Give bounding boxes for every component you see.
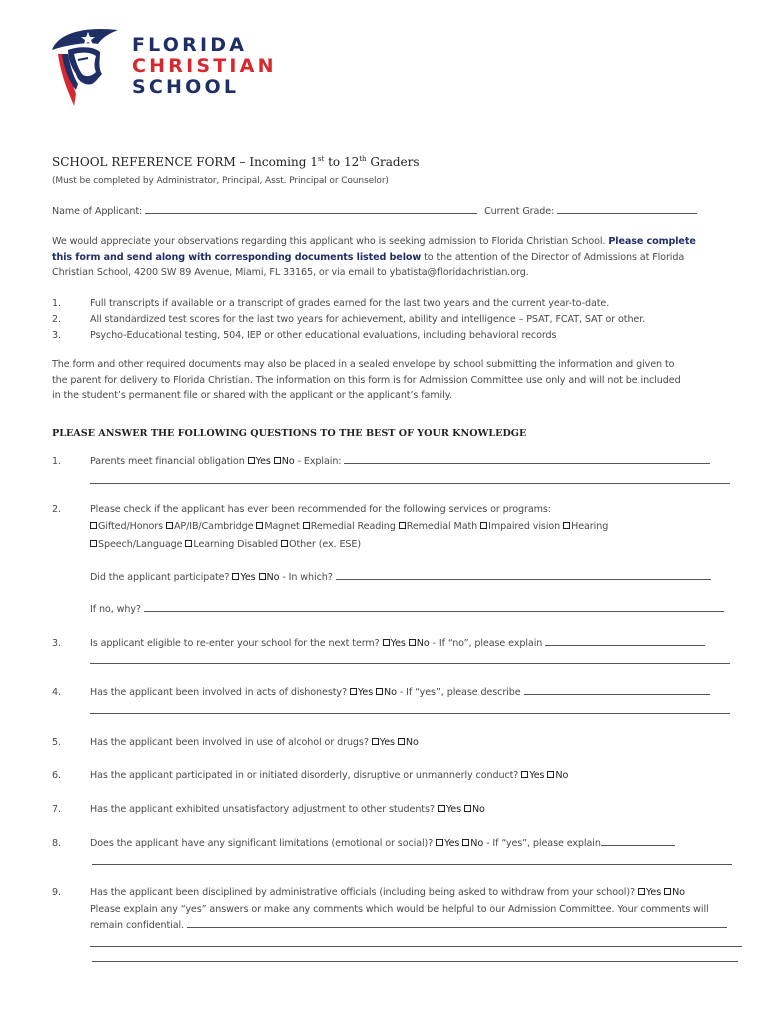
q4-describe-field[interactable]: [524, 693, 710, 695]
q3-yes-checkbox[interactable]: [383, 639, 390, 646]
q9-comments-field-3[interactable]: [92, 960, 738, 962]
envelope-paragraph: The form and other required documents may also be placed in a sealed envelope by school submitting the information and given to the parent for delivery to Florida Christian. The information on this form is for Admission Committee use only and will not be included in the student’s permanent file or shared with the applicant or the applicant’s family.: [52, 359, 681, 401]
q8-explain-field-2[interactable]: [92, 863, 732, 865]
q5-yes-checkbox[interactable]: [372, 738, 379, 745]
documents-list: 1. Full transcripts if available or a transcript of grades earned for the last two years and the current year-to-date. 2. All standardized test scores for the last two years for achievement, ability and intelligence – PSAT, FCAT, SAT or other. 3. Psycho-Educational testing, 504, IEP or other educational evaluations, including behavioral records: [52, 298, 646, 341]
question-7: 7. Has the applicant exhibited unsatisfactory adjustment to other students? Yes No: [52, 804, 485, 815]
hearing-checkbox[interactable]: [563, 522, 570, 529]
impaired-vision-checkbox[interactable]: [480, 522, 487, 529]
magnet-checkbox[interactable]: [256, 522, 263, 529]
q2-no-checkbox[interactable]: [259, 573, 266, 580]
learning-disabled-checkbox[interactable]: [185, 540, 192, 547]
form-title: SCHOOL REFERENCE FORM – Incoming 1st to 12th Graders: [52, 155, 420, 169]
speech-checkbox[interactable]: [90, 540, 97, 547]
q7-yes-checkbox[interactable]: [438, 805, 445, 812]
q1-no-checkbox[interactable]: [274, 457, 281, 464]
q3-no-checkbox[interactable]: [409, 639, 416, 646]
logo-line-florida: FLORIDA: [132, 34, 248, 56]
patriot-head-icon: [48, 24, 130, 108]
q9-yes-checkbox[interactable]: [638, 888, 645, 895]
q9-no-checkbox[interactable]: [664, 888, 671, 895]
applicant-row: [52, 204, 697, 220]
services-row-2: Speech/Language Learning Disabled Other (ex. ESE): [90, 537, 361, 553]
question-8: 8. Does the applicant have any significant limitations (emotional or social)? Yes No - If “yes”, please explain: [0, 836, 770, 870]
q9-comments-field-2[interactable]: [90, 945, 742, 947]
q3-explain-field-2[interactable]: [90, 662, 730, 664]
q8-no-checkbox[interactable]: [462, 839, 469, 846]
q1-yes-checkbox[interactable]: [248, 457, 255, 464]
q2-why-field[interactable]: [144, 610, 724, 612]
q1-explain-field[interactable]: [344, 462, 710, 464]
grade-label: Current Grade:: [484, 206, 558, 217]
grade-field[interactable]: [557, 212, 697, 214]
q1-explain-field-2[interactable]: [90, 482, 730, 484]
logo-line-christian: CHRISTIAN: [132, 55, 277, 77]
q4-no-checkbox[interactable]: [376, 688, 383, 695]
q9-comments-field[interactable]: [187, 926, 727, 928]
q6-yes-checkbox[interactable]: [521, 771, 528, 778]
q2-which-field[interactable]: [336, 578, 711, 580]
gifted-checkbox[interactable]: [90, 522, 97, 529]
other-checkbox[interactable]: [281, 540, 288, 547]
name-label: Name of Applicant:: [52, 206, 146, 217]
why-row: If no, why?: [90, 602, 724, 618]
q5-no-checkbox[interactable]: [398, 738, 405, 745]
q7-no-checkbox[interactable]: [464, 805, 471, 812]
remedial-math-checkbox[interactable]: [399, 522, 406, 529]
q4-describe-field-2[interactable]: [90, 712, 730, 714]
remedial-reading-checkbox[interactable]: [303, 522, 310, 529]
question-1: 1. Parents meet financial obligation Yes No - Explain:: [0, 454, 770, 488]
school-logo: [48, 24, 298, 108]
form-subtitle: (Must be completed by Administrator, Principal, Asst. Principal or Counselor): [52, 176, 389, 186]
question-2: 2. Please check if the applicant has ever been recommended for the following services or programs: Gifted/Honors AP/IB/Cambridge Magnet Remedial Reading Remedial Math Impaired vision Hearing Speech/Language Learning Disabled Other (ex. ESE) Did the applicant participate? Yes No - In which? If no, why?: [0, 502, 770, 622]
question-5: 5. Has the applicant been involved in use of alcohol or drugs? Yes No: [52, 737, 419, 748]
section-heading: PLEASE ANSWER THE FOLLOWING QUESTIONS TO THE BEST OF YOUR KNOWLEDGE: [52, 428, 527, 439]
q8-explain-field[interactable]: [601, 844, 675, 846]
question-3: 3. Is applicant eligible to re-enter your school for the next term? Yes No - If “no”, please explain: [0, 636, 770, 670]
q2-yes-checkbox[interactable]: [232, 573, 239, 580]
question-4: 4. Has the applicant been involved in acts of dishonesty? Yes No - If “yes”, please describe: [0, 685, 770, 719]
intro-paragraph: We would appreciate your observations regarding this applicant who is seeking admission to Florida Christian School. Please complete this form and send along with corresponding documents listed below to the attention of the Director of Admissions at Florida Christian School, 4200 SW 89 Avenue, Miami, FL 33165, or via email to ybatista@floridachristian.org.: [52, 236, 696, 278]
participate-row: Did the applicant participate? Yes No - In which?: [90, 570, 711, 586]
q6-no-checkbox[interactable]: [547, 771, 554, 778]
q3-explain-field[interactable]: [545, 644, 705, 646]
logo-line-school: SCHOOL: [132, 76, 240, 98]
question-9: 9. Has the applicant been disciplined by administrative officials (including being asked to withdraw from your school)? Yes No Please explain any “yes” answers or make any comments which would be helpful to our Admission Committee. Your comments will remain confidential.: [0, 885, 770, 965]
ap-checkbox[interactable]: [166, 522, 173, 529]
q8-yes-checkbox[interactable]: [436, 839, 443, 846]
question-6: 6. Has the applicant participated in or initiated disorderly, disruptive or unmannerly conduct? Yes No: [52, 770, 569, 781]
q4-yes-checkbox[interactable]: [350, 688, 357, 695]
services-row-1: Gifted/Honors AP/IB/Cambridge Magnet Remedial Reading Remedial Math Impaired vision Hearing: [90, 519, 608, 535]
name-field[interactable]: [145, 212, 477, 214]
